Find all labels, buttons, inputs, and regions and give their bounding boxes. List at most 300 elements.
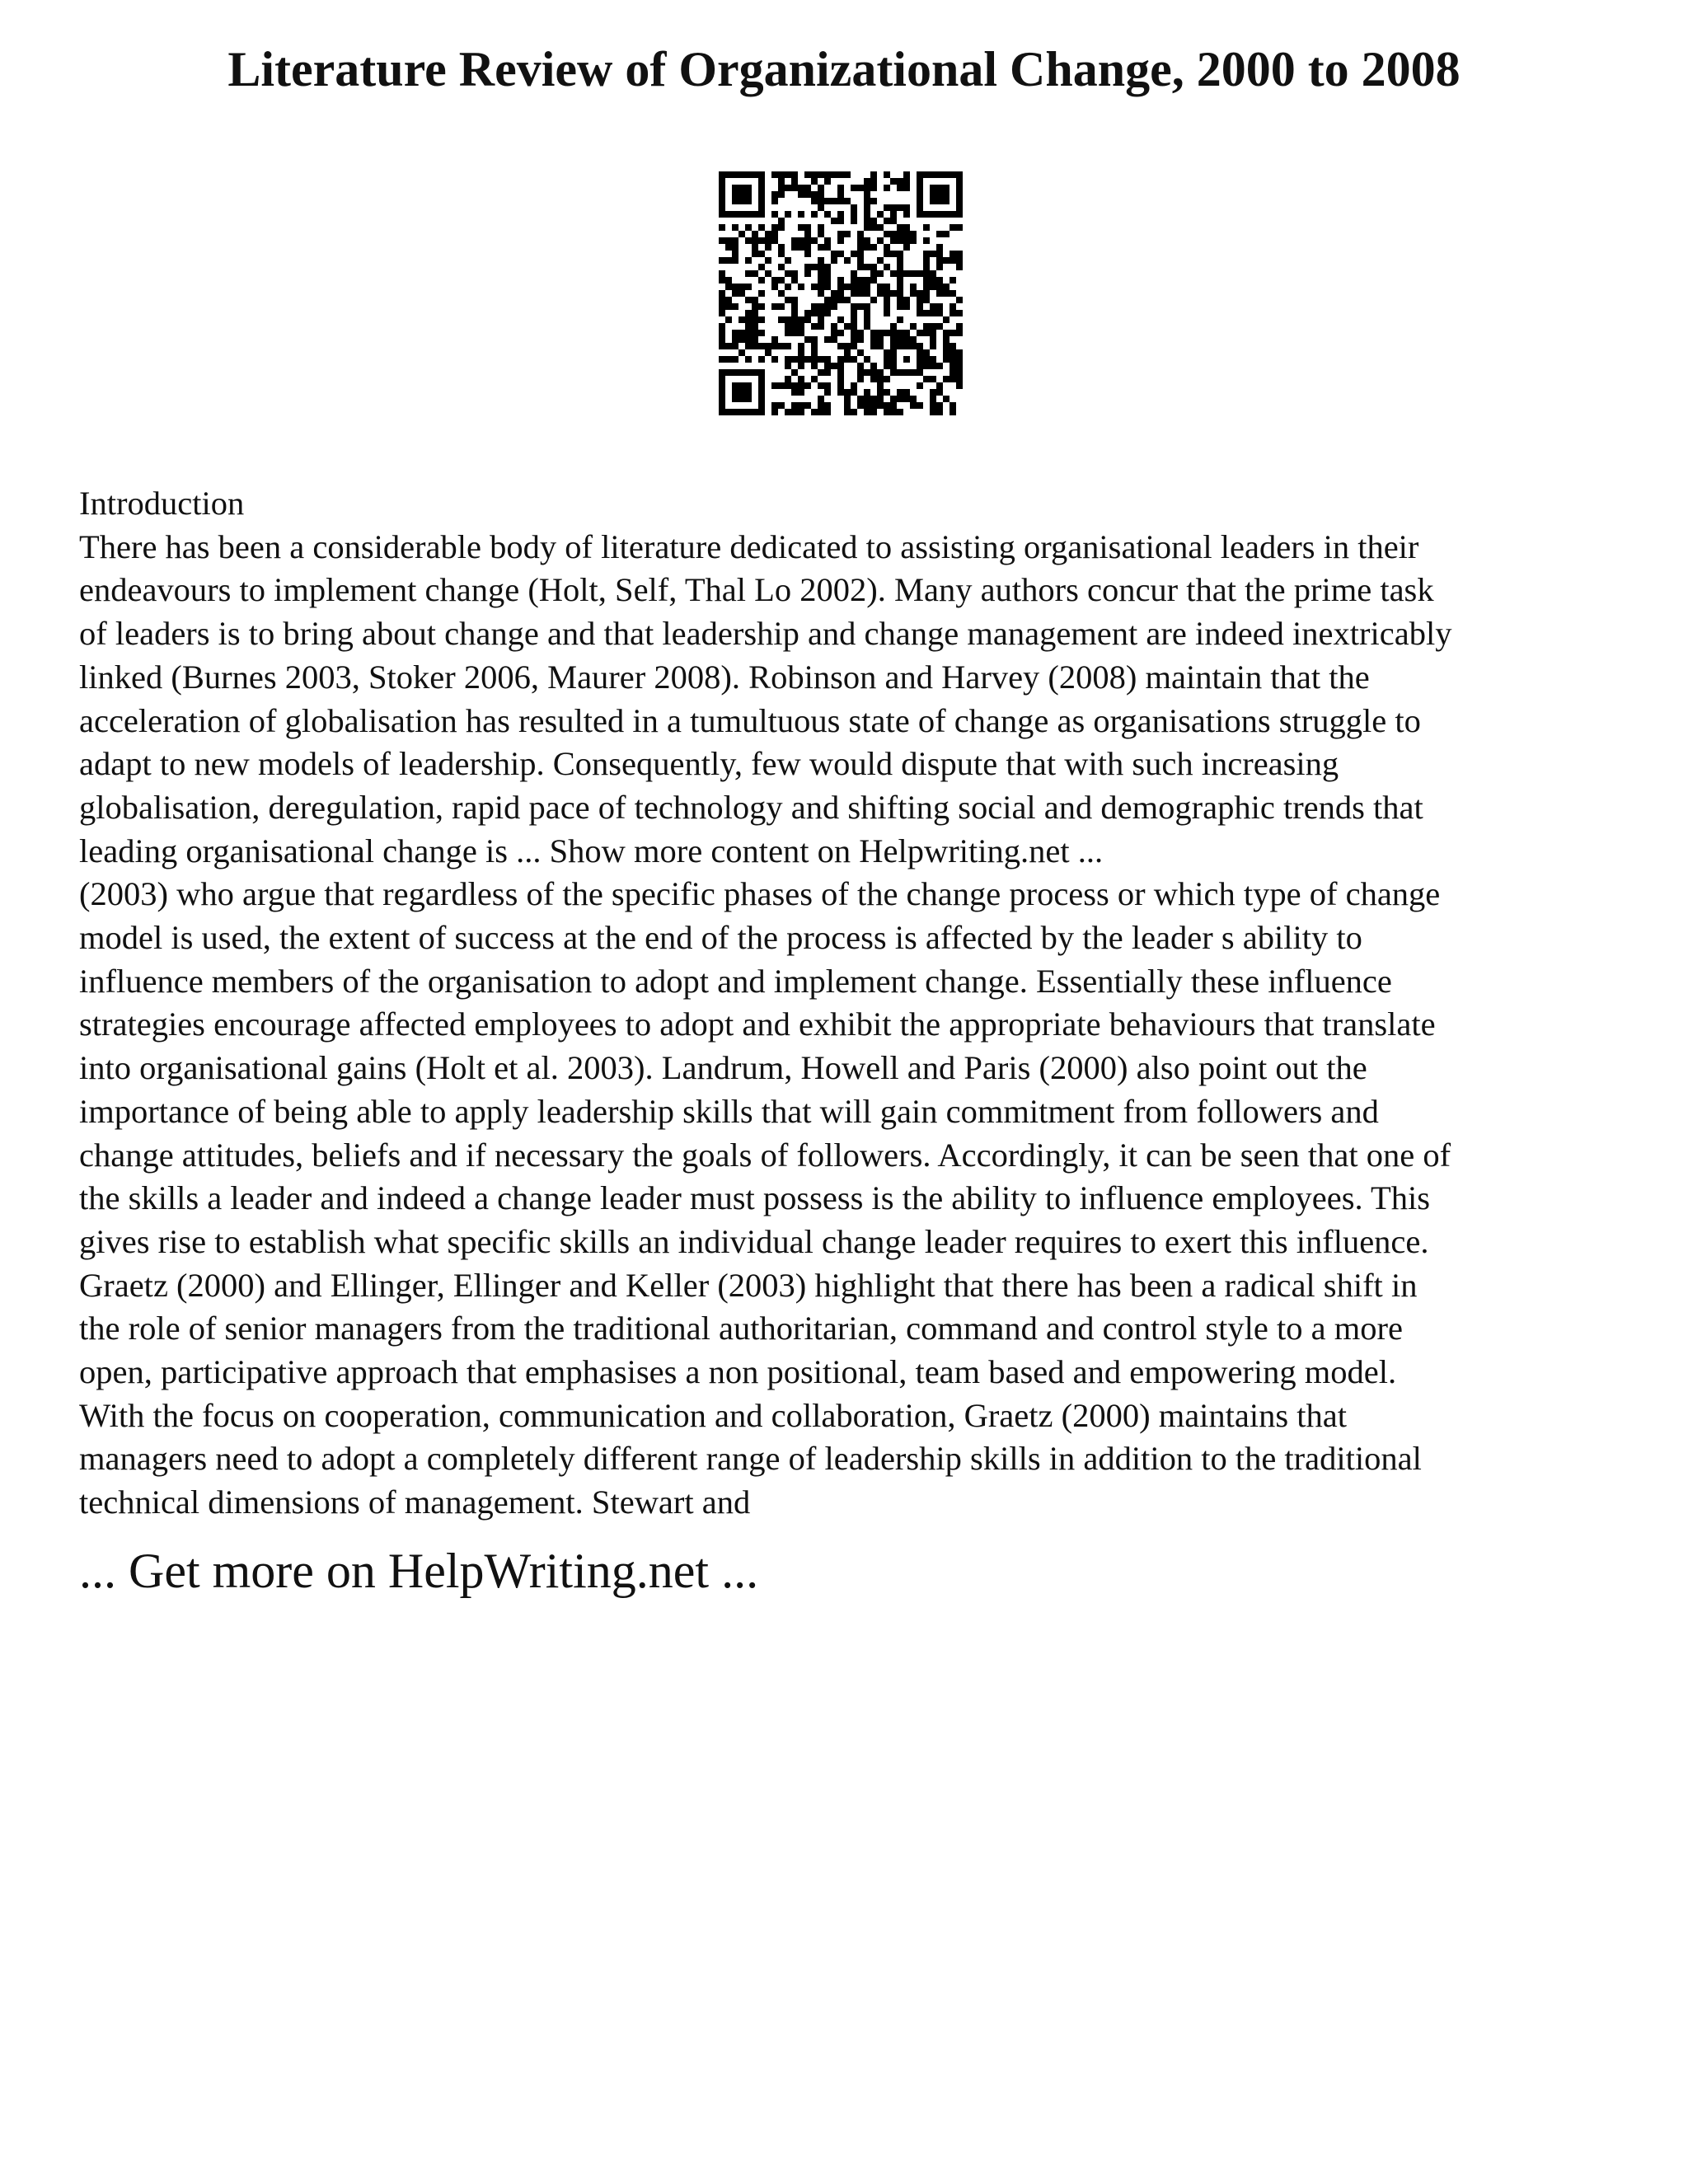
qr-module [917,191,923,198]
qr-module [824,244,831,251]
qr-module [732,171,738,178]
qr-module [943,336,950,343]
qr-module [804,402,811,409]
qr-module [778,264,785,270]
qr-module [870,396,877,402]
qr-module [818,310,824,316]
qr-module [950,310,956,316]
qr-module [818,270,824,277]
qr-module [884,310,890,316]
qr-module [771,336,778,343]
qr-module [936,402,943,409]
qr-module [897,204,903,211]
qr-module [950,409,956,415]
qr-module [923,211,930,218]
qr-module [897,336,903,343]
qr-module [811,323,818,330]
qr-module [778,402,785,409]
qr-module [771,284,778,290]
qr-module [837,237,844,244]
qr-module [778,218,785,224]
qr-module [956,369,963,376]
qr-module [857,349,864,356]
qr-module [745,369,752,376]
qr-module [824,264,831,270]
qr-module [910,290,917,297]
qr-module [778,178,785,185]
qr-module [903,244,910,251]
qr-module [864,185,870,191]
qr-module [936,264,943,270]
qr-module [837,369,844,376]
qr-module [738,409,745,415]
qr-module [804,224,811,231]
qr-module [798,382,804,389]
qr-module [956,330,963,336]
qr-module [719,369,725,376]
qr-module [917,303,923,310]
qr-module [798,343,804,349]
qr-module [785,297,791,303]
qr-module [903,211,910,218]
text-line: the skills a leader and indeed a change leader must possess is the ability to influence employees. This [79,1179,1431,1217]
qr-module [943,316,950,323]
qr-module [930,330,936,336]
get-more-link[interactable]: ... Get more on HelpWriting.net ... [79,1544,759,1598]
qr-module [804,171,811,178]
qr-module [771,402,778,409]
qr-module [738,336,745,343]
qr-module [732,185,738,191]
qr-module [771,224,778,231]
qr-module [725,277,732,284]
qr-module [943,290,950,297]
qr-module [877,330,884,336]
qr-module [857,330,864,336]
qr-module [884,402,890,409]
qr-module [824,270,831,277]
qr-module [811,363,818,369]
qr-module [824,237,831,244]
qr-module [752,211,758,218]
qr-module [897,316,903,323]
qr-module [936,231,943,237]
qr-module [765,257,771,264]
qr-module [923,224,930,231]
qr-module [936,310,943,316]
qr-module [930,363,936,369]
qr-module [943,284,950,290]
qr-module [864,290,870,297]
qr-module [818,231,824,237]
qr-module [752,270,758,277]
qr-module [778,382,785,389]
qr-module [930,211,936,218]
qr-module [725,257,732,264]
qr-module [837,171,844,178]
qr-module [785,382,791,389]
qr-module [864,178,870,185]
qr-module [719,185,725,191]
qr-module [956,191,963,198]
qr-module [851,382,857,389]
qr-module [857,336,864,343]
qr-module [785,185,791,191]
qr-module [943,171,950,178]
qr-module [791,316,798,323]
qr-module [732,284,738,290]
qr-module [903,343,910,349]
qr-module [923,376,930,382]
qr-module [903,356,910,363]
qr-module [851,336,857,343]
qr-module [804,264,811,270]
qr-module [837,343,844,349]
qr-module [785,284,791,290]
qr-module [732,330,738,336]
qr-module [811,198,818,204]
qr-module [791,330,798,336]
qr-module [745,284,752,290]
qr-module [824,303,831,310]
qr-module [877,343,884,349]
qr-module [791,409,798,415]
qr-module [870,330,877,336]
qr-module [936,284,943,290]
qr-module [758,369,765,376]
qr-module [870,409,877,415]
qr-module [719,303,725,310]
qr-module [864,211,870,218]
qr-module [930,270,936,277]
qr-module [745,237,752,244]
qr-module [950,251,956,257]
qr-module [903,389,910,396]
qr-module [930,303,936,310]
qr-module [956,323,963,330]
qr-module [798,237,804,244]
qr-module [903,178,910,185]
qr-module [785,257,791,264]
qr-module [903,231,910,237]
qr-module [791,310,798,316]
qr-module [877,224,884,231]
qr-module [851,303,857,310]
qr-module [804,310,811,316]
qr-module [930,185,936,191]
qr-module [738,211,745,218]
qr-module [738,185,745,191]
qr-module [943,343,950,349]
qr-module [950,356,956,363]
qr-module [857,244,864,251]
qr-module [877,369,884,376]
text-line: (2003) who argue that regardless of the specific phases of the change process or which type of change [79,875,1441,913]
qr-module [870,270,877,277]
qr-module [903,224,910,231]
qr-module [864,310,870,316]
qr-module [936,382,943,389]
qr-module [831,171,837,178]
qr-module [870,224,877,231]
qr-module [851,389,857,396]
qr-module [857,264,864,270]
qr-module [851,409,857,415]
qr-module [864,303,870,310]
qr-module [785,363,791,369]
qr-module [798,191,804,198]
qr-module [732,211,738,218]
qr-module [917,349,923,356]
qr-module [752,297,758,303]
qr-module [897,231,903,237]
qr-module [851,310,857,316]
text-line: technical dimensions of management. Stewart and [79,1483,751,1521]
qr-module [738,284,745,290]
qr-module [936,244,943,251]
qr-module [844,396,851,402]
qr-module [870,336,877,343]
qr-module [811,284,818,290]
qr-module [936,171,943,178]
qr-module [824,336,831,343]
qr-module [811,336,818,343]
qr-module [903,396,910,402]
qr-module [785,171,791,178]
qr-module [752,336,758,343]
qr-module [758,171,765,178]
qr-module [837,251,844,257]
qr-module [837,290,844,297]
qr-module [917,178,923,185]
qr-module [857,231,864,237]
qr-module [818,396,824,402]
qr-module [824,297,831,303]
qr-module [917,330,923,336]
qr-module [923,171,930,178]
qr-module [950,211,956,218]
qr-module [818,316,824,323]
qr-module [738,231,745,237]
qr-module [811,409,818,415]
qr-module [923,349,930,356]
qr-module [804,231,811,237]
qr-module [765,349,771,356]
qr-module [765,244,771,251]
qr-module [910,284,917,290]
qr-module [864,218,870,224]
qr-module [851,204,857,211]
qr-module [752,316,758,323]
qr-module [791,323,798,330]
qr-module [943,191,950,198]
qr-module [732,251,738,257]
qr-module [903,270,910,277]
qr-module [719,323,725,330]
qr-module [804,251,811,257]
qr-module [884,303,890,310]
qr-module [831,290,837,297]
qr-module [923,323,930,330]
qr-module [791,369,798,376]
qr-module [818,244,824,251]
qr-module [758,356,765,363]
qr-module [844,284,851,290]
qr-module [943,356,950,363]
qr-module [778,251,785,257]
qr-module [732,369,738,376]
qr-module [745,270,752,277]
qr-module [890,402,897,409]
qr-module [719,191,725,198]
qr-module [738,396,745,402]
qr-module [785,316,791,323]
qr-module [936,257,943,264]
qr-module [725,409,732,415]
qr-module [719,237,725,244]
qr-module [818,204,824,211]
qr-module [758,382,765,389]
qr-module [818,382,824,389]
qr-module [943,330,950,336]
qr-module [923,284,930,290]
qr-module [956,382,963,389]
qr-module [910,336,917,343]
qr-code-icon[interactable] [719,171,963,415]
qr-module [903,336,910,343]
qr-module [758,402,765,409]
qr-module [870,171,877,178]
qr-module [738,290,745,297]
qr-module [745,198,752,204]
qr-module [758,316,765,323]
qr-module [785,343,791,349]
qr-module [745,336,752,343]
qr-module [837,316,844,323]
qr-module [890,211,897,218]
qr-module [943,211,950,218]
qr-module [824,211,831,218]
qr-module [950,290,956,297]
qr-module [897,343,903,349]
qr-module [837,277,844,284]
qr-module [870,178,877,185]
qr-module [745,224,752,231]
qr-module [798,211,804,218]
qr-module [818,369,824,376]
qr-module [738,198,745,204]
qr-module [864,316,870,323]
qr-module [837,382,844,389]
qr-module [857,290,864,297]
qr-module [765,270,771,277]
qr-module [745,389,752,396]
qr-module [903,303,910,310]
qr-module [897,396,903,402]
qr-module [870,363,877,369]
qr-module [897,330,903,336]
qr-module [818,257,824,264]
qr-module [917,297,923,303]
qr-module [798,376,804,382]
qr-module [758,198,765,204]
qr-module [752,251,758,257]
qr-module [732,244,738,251]
qr-module [930,402,936,409]
qr-module [870,218,877,224]
qr-module [897,284,903,290]
qr-module [923,251,930,257]
qr-module [956,264,963,270]
qr-module [837,363,844,369]
qr-module [732,237,738,244]
qr-module [864,369,870,376]
qr-module [950,363,956,369]
qr-module [870,264,877,270]
qr-module [752,237,758,244]
qr-module [732,389,738,396]
qr-module [930,336,936,343]
qr-module [890,270,897,277]
qr-module [758,277,765,284]
qr-module [864,264,870,270]
qr-module [890,251,897,257]
qr-module [738,171,745,178]
qr-module [890,204,897,211]
qr-module [804,316,811,323]
qr-module [943,185,950,191]
qr-module [758,409,765,415]
qr-module [851,218,857,224]
qr-module [732,290,738,297]
qr-module [877,396,884,402]
qr-module [725,343,732,349]
qr-module [897,185,903,191]
qr-module [956,171,963,178]
qr-module [890,323,897,330]
qr-module [771,303,778,310]
qr-module [910,231,917,237]
qr-module [791,244,798,251]
qr-module [778,224,785,231]
qr-module [956,376,963,382]
qr-module [758,237,765,244]
qr-module [837,191,844,198]
qr-module [877,211,884,218]
qr-module [851,290,857,297]
qr-module [837,211,844,218]
qr-module [956,297,963,303]
qr-module [864,356,870,363]
qr-module [857,376,864,382]
qr-module [864,277,870,284]
qr-module [837,356,844,363]
qr-module [936,389,943,396]
qr-module [831,330,837,336]
qr-module [897,290,903,297]
qr-module [884,284,890,290]
qr-module [818,402,824,409]
qr-module [844,198,851,204]
qr-module [798,284,804,290]
qr-module [745,409,752,415]
qr-module [791,270,798,277]
qr-module [844,409,851,415]
qr-module [831,297,837,303]
qr-module [752,231,758,237]
qr-module [837,198,844,204]
qr-module [719,336,725,343]
